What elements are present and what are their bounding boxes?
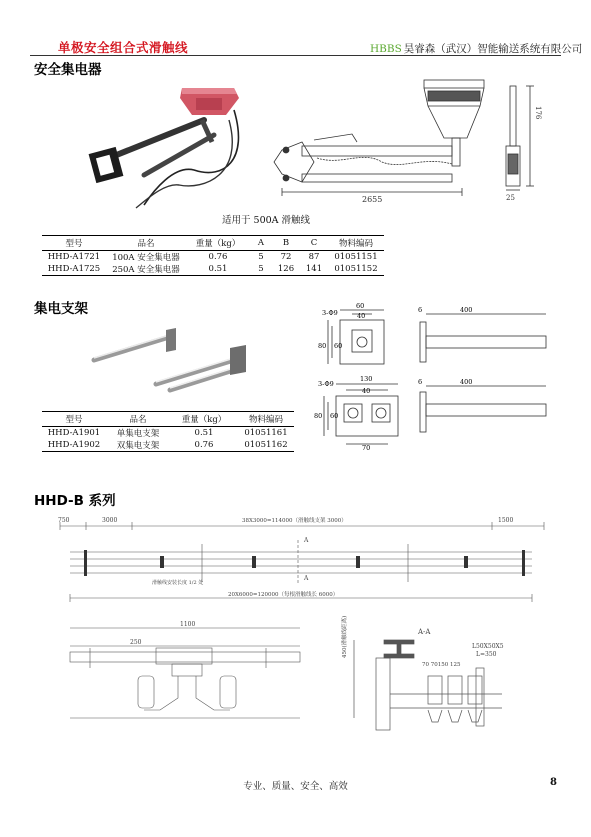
col-header: 重量（kg） <box>181 415 227 425</box>
section-marker-top: A <box>304 537 309 544</box>
cell-weight: 0.76 <box>194 440 214 450</box>
col-header: A <box>257 238 265 248</box>
bracket-drawing <box>310 300 560 450</box>
dim-bot-w: 130 <box>360 375 373 383</box>
dim-bot-h1: 60 <box>330 412 339 420</box>
steel-length: L=350 <box>476 651 497 658</box>
dim-bot-h2: 80 <box>314 412 323 420</box>
table-header-row <box>42 412 294 427</box>
cell-model: HHD-A1721 <box>47 252 101 262</box>
cell-weight: 0.76 <box>208 252 228 262</box>
cell-code: 01051152 <box>334 264 378 274</box>
collector-caption: 适用于 500A 滑触线 <box>222 215 311 226</box>
dim-hole-top: 3-Φ9 <box>322 309 338 317</box>
dim-left-end: 750 <box>58 517 70 524</box>
dim-bot-base: 70 <box>362 444 371 452</box>
steel-spec: L50X50X5 <box>472 643 504 650</box>
table-header-row <box>42 236 384 251</box>
cell-model: HHD-A1902 <box>47 440 101 450</box>
dim-spacing: 70 70150 125 <box>422 662 461 668</box>
dim-side-len: 400 <box>460 306 473 314</box>
col-header: 型号 <box>65 415 83 425</box>
page-number: 8 <box>550 777 557 788</box>
bracket-spec-table <box>42 411 294 452</box>
dim-top-total: 38X3000=114000（滑触线支架 3000） <box>242 518 347 524</box>
cell-code: 01051161 <box>244 428 288 438</box>
dim-right-end: 1500 <box>498 517 514 524</box>
collector-photo <box>84 80 244 210</box>
cell-name: 100A 安全集电器 <box>112 253 180 263</box>
brand-logo-text: HBBS <box>370 43 402 55</box>
section-view-label: A-A <box>418 628 431 636</box>
table-row <box>42 439 294 452</box>
company-text: 昊睿森（武汉）智能输送系统有限公司 <box>403 43 583 55</box>
dim-bottom-total: 20X6000=120000（每根滑触线长 6000） <box>228 592 339 598</box>
layout-plan-drawing <box>52 512 552 612</box>
table-row <box>42 263 384 276</box>
cell-weight: 0.51 <box>208 264 228 274</box>
installation-elevation-drawing <box>60 618 330 728</box>
section-title-hhd-b: HHD-B 系列 <box>34 493 116 509</box>
dim-bot-inner: 40 <box>362 387 371 395</box>
col-header: 重量（kg） <box>195 239 241 249</box>
dim-top-h1: 60 <box>334 342 343 350</box>
dim-e2: 250 <box>130 639 142 646</box>
cell-name: 双集电支架 <box>116 441 160 451</box>
dim-vertical: 450(滑触线距离) <box>342 615 348 658</box>
dim-e1: 1100 <box>180 621 196 628</box>
cell-model: HHD-A1725 <box>47 264 101 274</box>
section-aa-drawing <box>336 615 556 733</box>
cell-code: 01051151 <box>334 252 378 262</box>
bracket-photo <box>84 320 254 395</box>
collector-drawing <box>262 66 562 206</box>
col-header: B <box>282 238 290 248</box>
dim-hole-bottom: 3-Φ9 <box>318 380 334 388</box>
col-header: 品名 <box>129 415 147 425</box>
col-header: C <box>310 238 318 248</box>
cell-b: 126 <box>277 264 295 274</box>
cell-model: HHD-A1901 <box>47 428 101 438</box>
cell-weight: 0.51 <box>194 428 214 438</box>
col-header: 品名 <box>137 239 155 249</box>
section-title-collector: 安全集电器 <box>34 62 102 78</box>
dim-top-w: 60 <box>356 302 365 310</box>
col-header: 物料编码 <box>248 415 283 425</box>
middle-note: 滑触线安装长度 1/2 处 <box>152 580 204 586</box>
dim-176: 176 <box>534 106 542 120</box>
section-marker-bottom: A <box>304 575 309 582</box>
cell-name: 单集电支架 <box>116 429 160 439</box>
section-title-bracket: 集电支架 <box>34 301 88 317</box>
dim-top-inner: 40 <box>357 312 366 320</box>
cell-c: 87 <box>308 252 320 262</box>
cell-a: 5 <box>258 252 264 262</box>
document-title: 单极安全组合式滑触线 <box>58 40 189 55</box>
dim-first-span: 3000 <box>102 517 118 524</box>
cell-b: 72 <box>280 252 292 262</box>
cell-code: 01051162 <box>244 440 288 450</box>
cell-name: 250A 安全集电器 <box>112 265 180 275</box>
table-row <box>42 427 294 440</box>
dim-25: 25 <box>506 194 515 202</box>
footer-slogan: 专业、质量、安全、高效 <box>243 781 348 792</box>
col-header: 物料编码 <box>338 239 373 249</box>
header-rule <box>30 55 561 56</box>
dim-side-t: 6 <box>418 306 423 314</box>
table-row <box>42 251 384 264</box>
dim-2655: 2655 <box>362 195 383 204</box>
cell-c: 141 <box>305 264 323 274</box>
dim-top-h2: 80 <box>318 342 327 350</box>
company-name <box>370 41 582 56</box>
cell-a: 5 <box>258 264 264 274</box>
dim-side-t2: 6 <box>418 378 423 386</box>
dim-side-len2: 400 <box>460 378 473 386</box>
collector-spec-table <box>42 235 384 276</box>
col-header: 型号 <box>65 239 83 249</box>
